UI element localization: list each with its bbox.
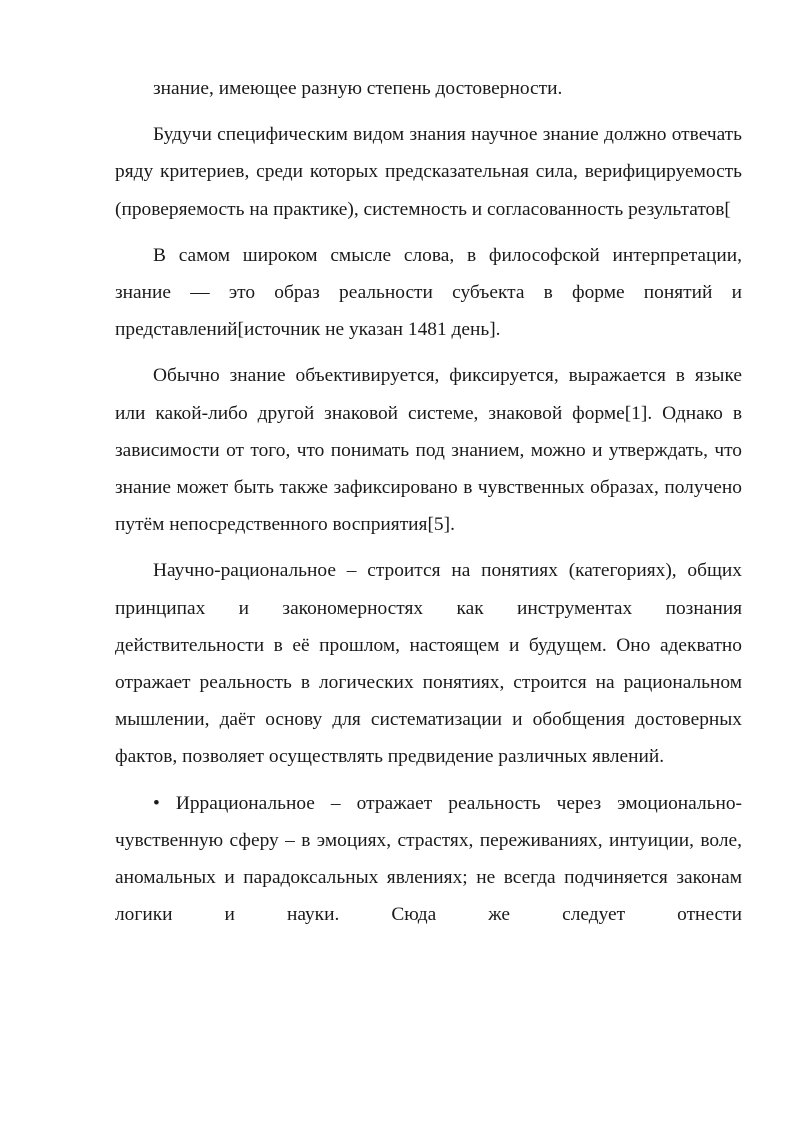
paragraph-irrational: • Иррациональное – отражает реальность через эмоционально-чувственную сферу – в эмоциях, страстях, переживаниях, интуиции, воле, аномальных и парадоксальных явлениях; не всегда подчиняется законам логики и науки. Сюда же следует отнести [115,792,742,926]
paragraph-scientific-knowledge-criteria: Будучи специфическим видом знания научное знание должно отвечать ряду критериев, среди которых предсказательная сила, верифицируемость (проверяемость на практике), системность и согласованность результатов[ [115,124,742,220]
paragraph-objectification: Обычно знание объективируется, фиксируется, выражается в языке или какой-либо другой знаковой системе, знаковой форме[1]. Однако в зависимости от того, что понимать под знанием, можно и утверждать, что знание может быть также зафиксировано в чувственных образах, получено путём непосредственного восприятия[5]. [115,365,742,536]
document-page [115,70,742,942]
paragraph-philosophical-definition: В самом широком смысле слова, в философской интерпретации, знание — это образ реальности субъекта в форме понятий и представлений[источник не указан 1481 день]. [115,244,742,341]
paragraph-scientific-rational: Научно-рациональное – строится на понятиях (категориях), общих принципах и закономерностях как инструментах познания действительности в её прошлом, настоящем и будущем. Оно адекватно отражает реальность в логических понятиях, строится на рациональном мышлении, даёт основу для систематизации и обобщения достоверных фактов, позволяет осуществлять предвидение различных явлений. [115,560,742,768]
paragraph-continuation: знание, имеющее разную степень достоверности. [153,78,563,99]
